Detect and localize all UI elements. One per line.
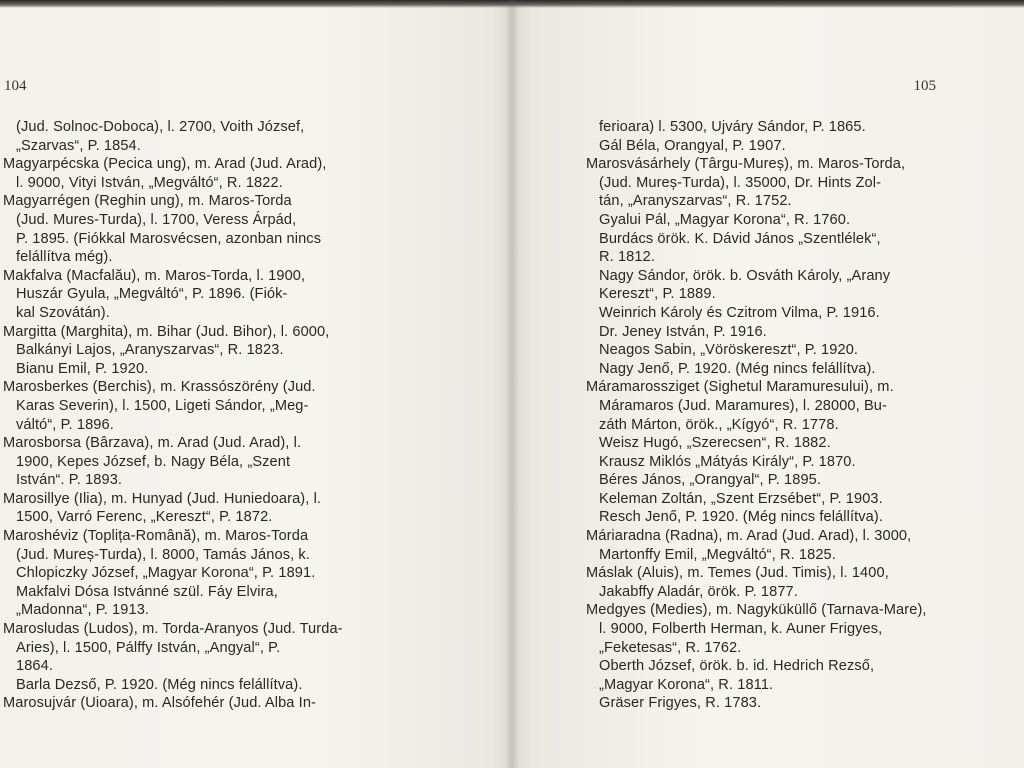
entry-heading-line: Marosillye (Ilia), m. Hunyad (Jud. Huniedoara), l. (3, 490, 322, 507)
text-line: 1864. (16, 658, 54, 675)
text-line: Gyalui Pál, „Magyar Korona“, R. 1760. (599, 211, 851, 228)
text-line: záth Márton, örök., „Kígyó“, R. 1778. (599, 416, 839, 433)
text-line: „Feketesas“, R. 1762. (599, 639, 742, 656)
text-line: Dr. Jeney István, P. 1916. (599, 323, 767, 340)
book-gutter (505, 0, 519, 768)
text-line: Béres János, „Orangyal“, P. 1895. (599, 472, 822, 489)
left-page-number: 104 (4, 78, 27, 94)
text-line: (Jud. Solnoc-Doboca), l. 2700, Voith József, (16, 119, 305, 135)
text-line: Máramaros (Jud. Maramures), l. 28000, Bu- (599, 397, 887, 414)
text-line: kal Szovátán). (16, 304, 110, 321)
text-line: tán, „Aranyszarvas“, R. 1752. (599, 193, 792, 210)
entry-heading-line: Medgyes (Medies), m. Nagyküküllő (Tarnava-Mare), (586, 602, 927, 619)
text-line: Martonffy Emil, „Megváltó“, R. 1825. (599, 546, 836, 563)
entry-heading-line: Marosujvár (Uioara), m. Alsófehér (Jud. Alba In- (3, 695, 317, 712)
text-line: Resch Jenő, P. 1920. (Még nincs felállítva). (599, 509, 883, 526)
text-line: 1900, Kepes József, b. Nagy Béla, „Szent (16, 453, 291, 470)
text-line: Nagy Sándor, örök. b. Osváth Károly, „Arany (599, 267, 891, 284)
text-line: Aries), l. 1500, Pálffy István, „Angyal“, P. (16, 639, 281, 656)
text-line: Chlopiczky József, „Magyar Korona“, P. 1891. (16, 565, 316, 582)
text-line: váltó“, P. 1896. (16, 416, 114, 433)
text-line: ferioara) l. 5300, Ujváry Sándor, P. 1865. (599, 119, 866, 135)
text-line: Oberth József, örök. b. id. Hedrich Rezső, (599, 658, 875, 675)
right-page-number: 105 (913, 78, 936, 94)
text-line: Kereszt“, P. 1889. (599, 286, 716, 303)
text-line: Gál Béla, Orangyal, P. 1907. (599, 137, 786, 154)
text-line: l. 9000, Vityi István, „Megváltó“, R. 1822. (16, 174, 283, 191)
text-line: l. 9000, Folberth Herman, k. Auner Frigyes, (599, 621, 883, 638)
right-page-text (583, 118, 973, 713)
text-line: Krausz Miklós „Mátyás Király“, P. 1870. (599, 453, 856, 470)
text-line: „Magyar Korona“, R. 1811. (599, 676, 774, 693)
entry-heading-line: Máslak (Aluis), m. Temes (Jud. Timis), l. 1400, (586, 565, 889, 582)
text-line: R. 1812. (599, 249, 655, 266)
entry-heading-line: Magyarrégen (Reghin ung), m. Maros-Torda (3, 193, 292, 210)
text-line: Keleman Zoltán, „Szent Erzsébet“, P. 1903. (599, 490, 883, 507)
entry-heading-line: Maroshéviz (Toplița-Română), m. Maros-Torda (3, 528, 309, 545)
text-line: felállítva még). (16, 249, 113, 266)
text-line: Bianu Emil, P. 1920. (16, 360, 149, 377)
entry-heading-line: Marosborsa (Bârzava), m. Arad (Jud. Arad), l. (3, 435, 302, 452)
right-page (519, 0, 1024, 768)
text-line: (Jud. Mures-Turda), l. 1700, Veress Árpád, (16, 211, 297, 228)
text-line: 1500, Varró Ferenc, „Kereszt“, P. 1872. (16, 509, 273, 526)
entry-heading-line: Magyarpécska (Pecica ung), m. Arad (Jud. Arad), (3, 156, 327, 173)
text-line: Nagy Jenő, P. 1920. (Még nincs felállítva). (599, 360, 876, 377)
text-line: (Jud. Mureș-Turda), l. 35000, Dr. Hints Zol- (599, 174, 882, 191)
text-line: Huszár Gyula, „Megváltó“, P. 1896. (Fiók- (16, 286, 288, 303)
text-line: P. 1895. (Fiókkal Marosvécsen, azonban nincs (16, 230, 322, 247)
text-line: Weinrich Károly és Czitrom Vilma, P. 1916. (599, 304, 880, 321)
text-line: István“. P. 1893. (16, 472, 123, 489)
text-line: „Madonna“, P. 1913. (16, 602, 150, 619)
text-line: Jakabffy Aladár, örök. P. 1877. (599, 583, 798, 600)
text-line: Balkányi Lajos, „Aranyszarvas“, R. 1823. (16, 342, 284, 359)
left-page-text (0, 118, 400, 713)
entry-heading-line: Makfalva (Macfalău), m. Maros-Torda, l. 1900, (3, 267, 306, 284)
entry-heading-line: Marosludas (Ludos), m. Torda-Aranyos (Jud. Turda- (3, 621, 343, 638)
text-line: Neagos Sabin, „Vöröskereszt“, P. 1920. (599, 342, 859, 359)
text-line: Weisz Hugó, „Szerecsen“, R. 1882. (599, 435, 831, 452)
text-line: Makfalvi Dósa Istvánné szül. Fáy Elvira, (16, 583, 278, 600)
text-line: Burdács örök. K. Dávid János „Szentlélek“, (599, 230, 881, 247)
text-line: Barla Dezső, P. 1920. (Még nincs felállítva). (16, 676, 303, 693)
text-line: Gräser Frigyes, R. 1783. (599, 695, 762, 712)
entry-heading-line: Marosberkes (Berchis), m. Krassószörény (Jud. (3, 379, 316, 396)
entry-heading-line: Máramarossziget (Sighetul Maramuresului), m. (586, 379, 894, 396)
text-line: Karas Severin), l. 1500, Ligeti Sándor, „Meg- (16, 397, 309, 414)
text-line: „Szarvas“, P. 1854. (16, 137, 141, 154)
text-line: (Jud. Mureș-Turda), l. 8000, Tamás János, k. (16, 546, 310, 563)
entry-heading-line: Marosvásárhely (Târgu-Mureș), m. Maros-Torda, (586, 156, 906, 173)
left-page (0, 0, 505, 768)
entry-heading-line: Máriaradna (Radna), m. Arad (Jud. Arad), l. 3000, (586, 528, 912, 545)
entry-heading-line: Margitta (Marghita), m. Bihar (Jud. Bihor), l. 6000, (3, 323, 330, 340)
